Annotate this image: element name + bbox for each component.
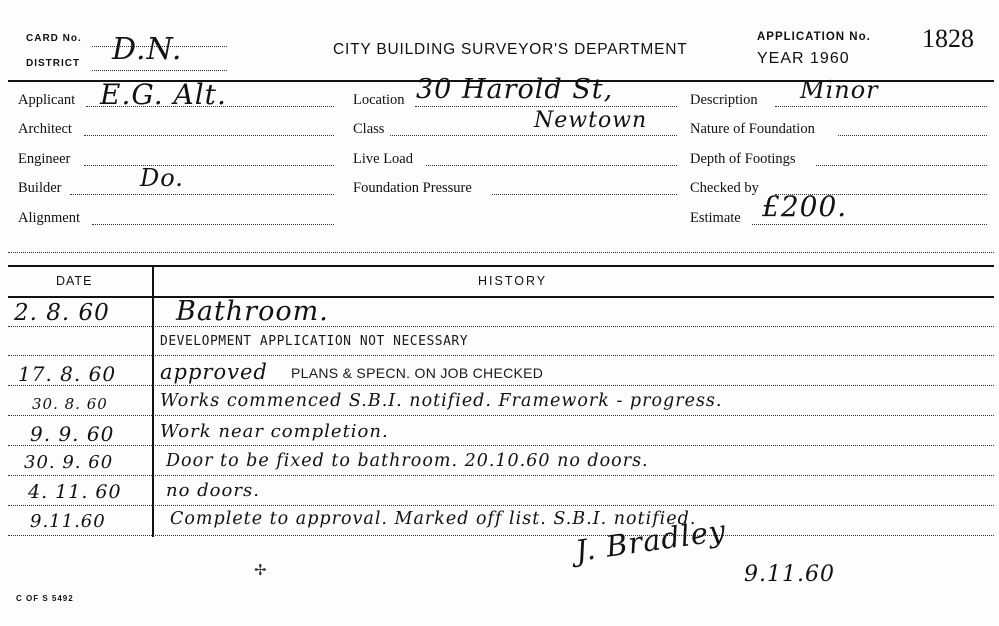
row-date: 4. 11. 60 — [28, 481, 122, 503]
applicant-value: E.G. Alt. — [100, 78, 227, 111]
foundation-pressure-line — [492, 194, 677, 195]
builder-label: Builder — [18, 180, 62, 196]
fields-bottom-line — [8, 252, 994, 253]
estimate-label: Estimate — [690, 210, 741, 226]
row-entry: Work near completion. — [160, 421, 389, 442]
location-label: Location — [353, 92, 405, 108]
application-no-value: 1828 — [922, 24, 974, 53]
alignment-label: Alignment — [18, 210, 81, 226]
row-entry-typed: PLANS & SPECN. ON JOB CHECKED — [291, 365, 544, 381]
ink-mark: ✢ — [254, 562, 267, 579]
row-entry: Complete to approval. Marked off list. S.B.I. notified. — [170, 509, 697, 529]
row-line — [8, 326, 994, 327]
architect-line — [84, 135, 334, 136]
row-line — [8, 415, 994, 416]
description-value: Minor — [800, 76, 879, 104]
row-date: 17. 8. 60 — [18, 362, 117, 386]
nature-of-foundation-label: Nature of Foundation — [690, 121, 815, 137]
table-top-rule — [8, 265, 994, 267]
signature: J. Bradley — [573, 513, 729, 568]
location-line — [415, 106, 677, 107]
row-entry: Door to be fixed to bathroom. 20.10.60 no doors. — [166, 451, 649, 471]
district-label: DISTRICT — [26, 58, 81, 69]
row-line — [8, 385, 994, 386]
date-column-divider — [152, 267, 154, 537]
row-line — [8, 445, 994, 446]
history-header: HISTORY — [478, 274, 548, 288]
row-entry-hand: approved — [160, 360, 268, 384]
form-code: C OF S 5492 — [16, 594, 74, 603]
row-date: 30. 8. 60 — [32, 395, 108, 413]
class-line — [390, 135, 677, 136]
signature-date: 9.11.60 — [744, 562, 835, 587]
class-label: Class — [353, 121, 385, 137]
table-header-rule — [8, 296, 994, 298]
checked-by-label: Checked by — [690, 180, 759, 196]
live-load-line — [426, 165, 677, 166]
row-line — [8, 535, 994, 536]
row-line — [8, 475, 994, 476]
date-header: DATE — [56, 274, 93, 288]
architect-label: Architect — [18, 121, 72, 137]
builder-value: Do. — [140, 164, 184, 192]
estimate-line — [752, 224, 987, 225]
depth-of-footings-label: Depth of Footings — [690, 151, 796, 167]
row-date: 30. 9. 60 — [24, 452, 114, 473]
depth-of-footings-line — [816, 165, 987, 166]
description-line — [775, 106, 987, 107]
foundation-pressure-label: Foundation Pressure — [353, 180, 472, 196]
description-label: Description — [690, 92, 758, 108]
location-value: 30 Harold St, — [416, 74, 614, 105]
row-line — [8, 355, 994, 356]
live-load-label: Live Load — [353, 151, 413, 167]
district-value: D.N. — [112, 32, 183, 67]
application-no-label: APPLICATION No. — [757, 31, 871, 43]
row-date: 9.11.60 — [30, 511, 106, 532]
row-entry: Works commenced S.B.I. notified. Framework - progress. — [160, 391, 723, 411]
alignment-line — [92, 224, 334, 225]
row-line — [8, 505, 994, 506]
estimate-value: £200. — [762, 190, 848, 223]
class-value: Newtown — [534, 108, 648, 133]
card-no-label: CARD No. — [26, 33, 82, 44]
nature-of-foundation-line — [838, 135, 987, 136]
row-date: 9. 9. 60 — [30, 422, 115, 446]
row-entry: Bathroom. — [176, 296, 329, 327]
engineer-label: Engineer — [18, 151, 71, 167]
district-line — [92, 70, 227, 71]
year-label: YEAR 1960 — [757, 50, 850, 67]
builder-line — [70, 194, 334, 195]
row-date: 2. 8. 60 — [14, 300, 110, 326]
row-entry: no doors. — [166, 480, 260, 501]
department-title: CITY BUILDING SURVEYOR'S DEPARTMENT — [333, 41, 688, 58]
row-stamp: DEVELOPMENT APPLICATION NOT NECESSARY — [160, 334, 469, 349]
applicant-label: Applicant — [18, 92, 76, 108]
engineer-line — [84, 165, 334, 166]
